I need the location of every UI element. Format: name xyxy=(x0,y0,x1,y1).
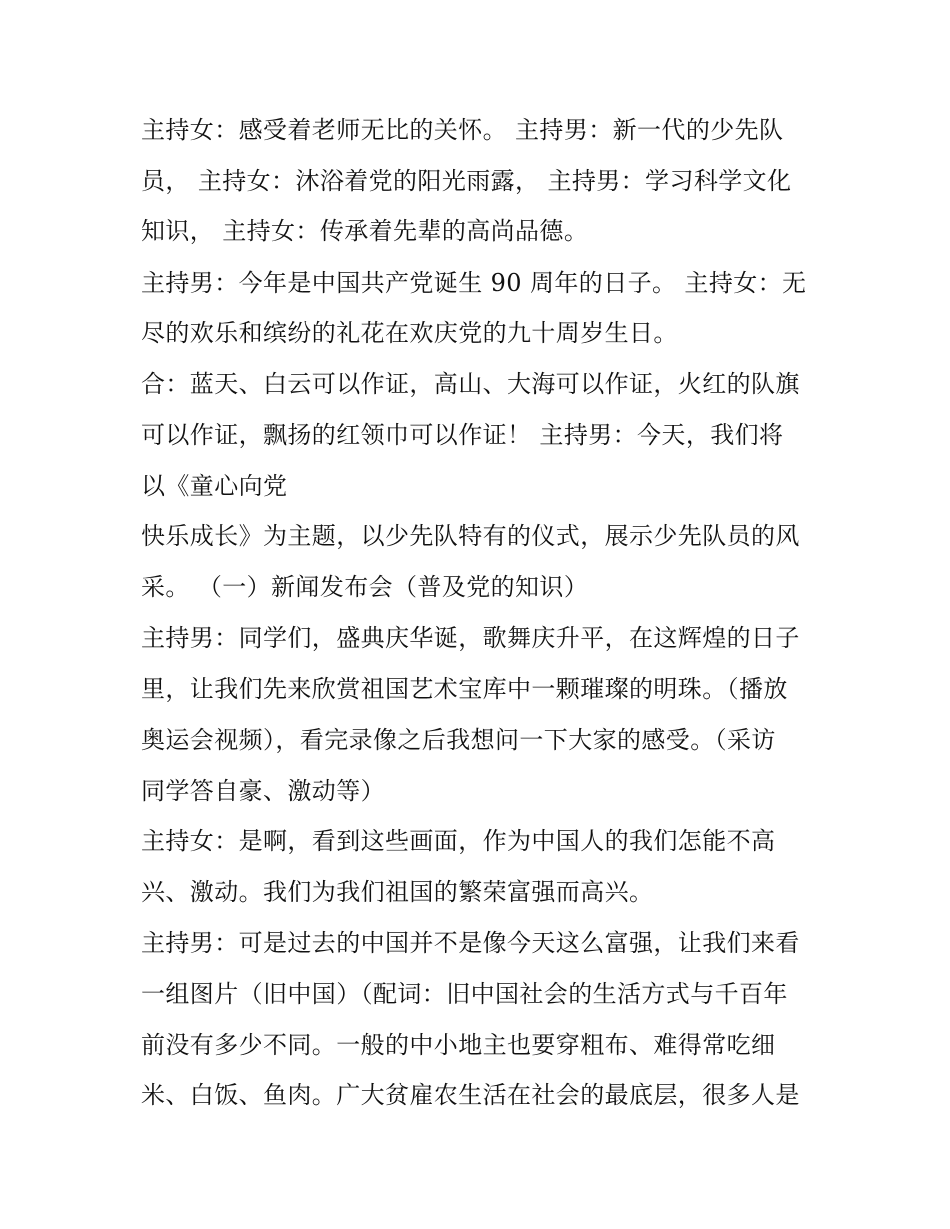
text-line: 主持女：感受着老师无比的关怀。 主持男：新一代的少先队 xyxy=(141,116,784,144)
text-line: 主持男：今年是中国共产党诞生 90 周年的日子。 主持女：无 xyxy=(141,269,807,297)
text-line: 米、白饭、鱼肉。广大贫雇农生活在社会的最底层，很多人是 xyxy=(141,1081,800,1109)
text-line: 主持男：同学们，盛典庆华诞，歌舞庆升平，在这辉煌的日子 xyxy=(141,624,800,652)
text-line: 兴、激动。我们为我们祖国的繁荣富强而高兴。 xyxy=(141,878,654,906)
text-line: 采。 （一）新闻发布会（普及党的知识） xyxy=(141,573,589,601)
text-line: 以《童心向党 xyxy=(141,472,288,500)
text-line: 尽的欢乐和缤纷的礼花在欢庆党的九十周岁生日。 xyxy=(141,319,678,347)
text-line: 可以作证，飘扬的红领巾可以作证！ 主持男：今天，我们将 xyxy=(141,421,784,449)
text-line: 主持女：是啊，看到这些画面，作为中国人的我们怎能不高 xyxy=(141,827,776,855)
text-line: 主持男：可是过去的中国并不是像今天这么富强，让我们来看 xyxy=(141,929,800,957)
text-line: 里，让我们先来欣赏祖国艺术宝库中一颗璀璨的明珠。（播放 xyxy=(141,675,788,703)
text-line: 一组图片（旧中国）（配词：旧中国社会的生活方式与千百年 xyxy=(141,980,788,1008)
text-line: 知识， 主持女：传承着先辈的高尚品德。 xyxy=(141,217,589,245)
text-line: 前没有多少不同。一般的中小地主也要穿粗布、难得常吃细 xyxy=(141,1031,776,1059)
text-line: 奥运会视频），看完录像之后我想问一下大家的感受。（采访 xyxy=(141,726,776,754)
text-line: 合：蓝天、白云可以作证，高山、大海可以作证，火红的队旗 xyxy=(141,370,800,398)
text-line: 快乐成长》为主题，以少先队特有的仪式，展示少先队员的风 xyxy=(141,522,800,550)
text-line: 员， 主持女：沐浴着党的阳光雨露， 主持男：学习科学文化 xyxy=(141,167,792,195)
text-line: 同学答自豪、激动等） xyxy=(141,777,385,805)
